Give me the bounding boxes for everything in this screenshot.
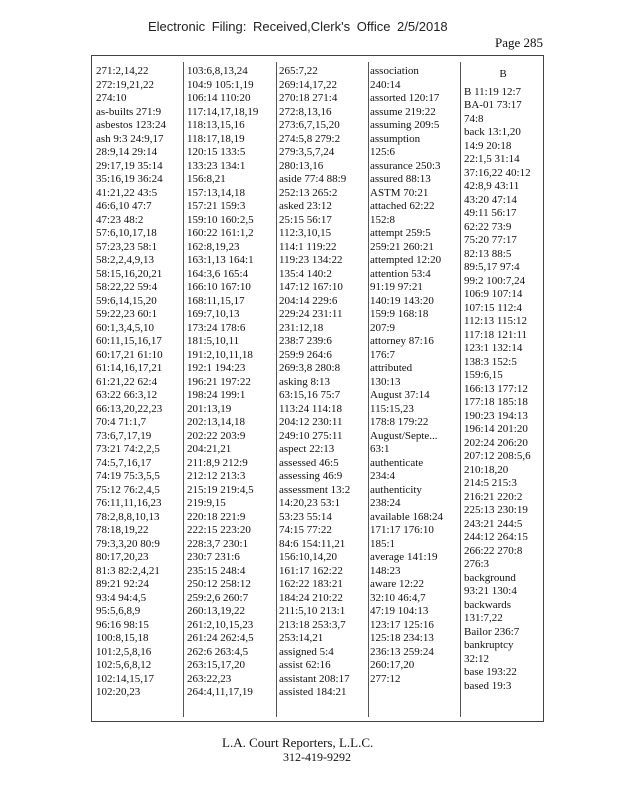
index-entry: assessed 46:5	[279, 456, 339, 469]
filing-stamp: Electronic Filing: Received,Clerk's Office 2/5/2018	[148, 19, 448, 34]
index-entry: 89:5,17 97:4	[464, 261, 520, 273]
index-entry: backwards	[464, 598, 512, 611]
index-entry: 63:15,16 75:7	[279, 389, 341, 401]
index-entry: B 11:19 12:7	[464, 85, 522, 98]
index-entry: 123:17 125:16	[370, 618, 434, 631]
index-entry: 269:3,8 280:8	[279, 362, 341, 374]
index-entry: 84:6 154:11,21	[279, 537, 346, 550]
index-entry: 41:21,22 43:5	[96, 186, 158, 199]
index-entry: 273:6,7,15,20	[279, 119, 340, 131]
index-entry: 58:22,22 59:4	[96, 281, 158, 293]
index-entry: 261:24 262:4,5	[187, 632, 254, 644]
index-entry: 57:6,10,17,18	[96, 227, 157, 239]
index-entry: 14:9 20:18	[464, 139, 512, 152]
index-entry: 107:15 112:4	[464, 301, 522, 314]
index-entry: 59:22,23 60:1	[96, 308, 158, 320]
index-entry: 184:24 210:22	[279, 591, 343, 604]
index-entry: 156:10,14,20	[279, 551, 338, 563]
column-divider	[368, 62, 369, 717]
index-entry: assorted 120:17	[370, 92, 440, 104]
index-entry: 274:10	[96, 92, 127, 104]
index-entry: assistant 208:17	[279, 672, 350, 685]
index-entry: 130:13	[370, 375, 401, 388]
index-entry: 14:20,23 53:1	[279, 497, 341, 509]
index-entry: 60:1,3,4,5,10	[96, 321, 155, 334]
index-entry: Bailor 236:7	[464, 625, 520, 638]
index-entry: 106:9 107:14	[464, 288, 523, 300]
index-entry: 191:2,10,11,18	[187, 348, 253, 361]
index-entry: 73:6,7,17,19	[96, 429, 152, 442]
index-entry: 70:4 71:1,7	[96, 416, 147, 428]
index-entry: assured 88:13	[370, 173, 431, 185]
index-entry: 272:19,21,22	[96, 78, 155, 91]
reporter-phone: 312-419-9292	[283, 750, 351, 764]
index-entry: 157:13,14,18	[187, 186, 246, 199]
index-entry: 279:3,5,7,24	[279, 146, 335, 158]
index-entry: 271:2,14,22	[96, 65, 149, 77]
index-entry: 74:19 75:3,5,5	[96, 470, 160, 482]
page-number: Page 285	[495, 35, 544, 50]
index-entry: assumption	[370, 132, 421, 145]
index-entry: 192:1 194:23	[187, 362, 246, 374]
index-entry: 119:23 134:22	[279, 254, 343, 266]
index-entry: 230:7 231:6	[187, 551, 240, 563]
index-entry: 114:1 119:22	[279, 240, 337, 253]
index-entry: assessing 46:9	[279, 470, 343, 482]
index-entry: 201:13,19	[187, 402, 232, 415]
index-entry: 29:17,19 35:14	[96, 159, 163, 172]
index-entry: 89:21 92:24	[96, 578, 149, 590]
index-entry: 32:12	[464, 652, 490, 665]
index-entry: ASTM 70:21	[370, 186, 429, 199]
index-entry: 62:22 73:9	[464, 220, 512, 233]
index-entry: 61:14,16,17,21	[96, 362, 163, 374]
index-entry: 229:24 231:11	[279, 308, 343, 320]
index-entry: 259:21 260:21	[370, 240, 434, 253]
index-entry: 178:8 179:22	[370, 416, 429, 428]
index-entry: 222:15 223:20	[187, 524, 251, 536]
index-entry: 176:7	[370, 348, 396, 361]
index-entry: 118:17,18,19	[187, 132, 245, 145]
index-entry: 214:5 215:3	[464, 477, 517, 489]
index-entry: 238:7 239:6	[279, 335, 332, 347]
index-entry: 213:18 253:3,7	[279, 618, 346, 631]
index-entry: 260:13,19,22	[187, 605, 246, 617]
index-entry: 269:14,17,22	[279, 78, 338, 91]
index-entry: 265:7,22	[279, 65, 318, 77]
index-entry: 46:6,10 47:7	[96, 200, 152, 212]
index-entry: 160:22 161:1,2	[187, 227, 254, 239]
index-entry: 159:10 160:2,5	[187, 213, 254, 226]
index-entry: 28:9,14 29:14	[96, 146, 158, 158]
index-entry: 95:5,6,8,9	[96, 605, 141, 617]
index-entry: 57:23,23 58:1	[96, 240, 158, 253]
index-entry: 133:23 134:1	[187, 159, 246, 172]
column-divider	[276, 62, 277, 717]
index-entry: 37:16,22 40:12	[464, 166, 531, 179]
index-entry: 212:12 213:3	[187, 470, 246, 482]
index-entry: 100:8,15,18	[96, 632, 149, 644]
index-entry: 58:15,16,20,21	[96, 267, 163, 280]
index-entry: 131:7,22	[464, 612, 503, 624]
index-entry: 74:15 77:22	[279, 524, 332, 536]
index-entry: 157:21 159:3	[187, 200, 246, 212]
index-entry: 112:3,10,15	[279, 227, 332, 239]
index-entry: 162:8,19,23	[187, 240, 240, 253]
index-entry: 58:2,2,4,9,13	[96, 254, 155, 266]
index-entry: 220:18 221:9	[187, 510, 246, 523]
index-entry: 185:1	[370, 537, 396, 550]
index-entry: 168:11,15,17	[187, 294, 245, 307]
index-entry: 101:2,5,8,16	[96, 645, 152, 658]
index-entry: 93:21 130:4	[464, 585, 517, 597]
index-entry: 125:18 234:13	[370, 632, 434, 644]
index-entry: authenticity	[370, 483, 422, 496]
index-column-1	[96, 65, 182, 700]
section-letter: B	[499, 68, 507, 80]
index-entry: 216:21 220:2	[464, 490, 523, 503]
index-entry: 103:6,8,13,24	[187, 65, 248, 77]
index-entry: August 37:14	[370, 389, 430, 401]
index-entry: assume 219:22	[370, 105, 436, 118]
index-entry: 113:24 114:18	[279, 402, 343, 415]
index-entry: 78:18,19,22	[96, 524, 149, 536]
index-entry: 106:14 110:20	[187, 92, 251, 104]
index-entry: 238:24	[370, 497, 401, 509]
index-entry: 81:3 82:2,4,21	[96, 564, 160, 577]
index-entry: 76:11,11,16,23	[96, 497, 162, 509]
index-entry: 236:13 259:24	[370, 645, 434, 658]
index-entry: 250:12 258:12	[187, 578, 251, 590]
index-entry: 118:13,15,16	[187, 119, 245, 131]
word-index-frame	[91, 55, 544, 722]
index-entry: 102:14,15,17	[96, 672, 155, 685]
index-entry: 270:18 271:4	[279, 92, 338, 104]
index-entry: based 19:3	[464, 679, 512, 692]
index-entry: aspect 22:13	[279, 443, 335, 455]
index-entry: 210:18,20	[464, 463, 509, 476]
index-entry: 260:17,20	[370, 659, 415, 671]
index-entry: attached 62:22	[370, 200, 435, 212]
index-entry: 259:9 264:6	[279, 348, 332, 361]
index-entry: bankruptcy	[464, 639, 514, 651]
index-entry: authenticate	[370, 456, 424, 469]
index-entry: 53:23 55:14	[279, 510, 332, 523]
index-entry: 60:17,21 61:10	[96, 348, 163, 361]
index-entry: 117:14,17,18,19	[187, 105, 259, 118]
index-entry: 263:22,23	[187, 672, 232, 685]
index-entry: 120:15 133:5	[187, 146, 246, 158]
index-entry: 112:13 115:12	[464, 315, 528, 327]
index-entry: 66:13,20,22,23	[96, 402, 163, 415]
index-entry: 73:21 74:2,2,5	[96, 443, 160, 455]
index-entry: 276:3	[464, 558, 490, 570]
index-entry: 35:16,19 36:24	[96, 173, 163, 185]
index-entry: 152:8	[370, 213, 396, 226]
index-entry: 22:1,5 31:14	[464, 153, 520, 165]
index-entry: 171:17 176:10	[370, 524, 434, 536]
index-entry: 138:3 152:5	[464, 355, 517, 368]
index-entry: 140:19 143:20	[370, 294, 434, 307]
index-entry: back 13:1,20	[464, 126, 521, 138]
index-entry: 225:13 230:19	[464, 504, 528, 516]
index-entry: assist 62:16	[279, 659, 331, 671]
index-entry: 117:18 121:11	[464, 328, 528, 341]
index-entry: 196:21 197:22	[187, 375, 251, 388]
index-entry: 177:18 185:18	[464, 396, 528, 408]
index-entry: attention 53:4	[370, 267, 431, 280]
index-entry: 63:1	[370, 443, 390, 455]
index-entry: background	[464, 571, 516, 584]
index-entry: 240:14	[370, 78, 401, 91]
index-entry: 59:6,14,15,20	[96, 294, 157, 307]
index-entry: 280:13,16	[279, 159, 324, 172]
index-entry: 249:10 275:11	[279, 429, 343, 442]
index-entry: 234:4	[370, 470, 396, 482]
index-entry: 173:24 178:6	[187, 321, 246, 334]
index-entry: assigned 5:4	[279, 645, 334, 658]
index-entry: 253:14,21	[279, 632, 324, 644]
index-entry: 91:19 97:21	[370, 281, 423, 293]
index-entry: 75:20 77:17	[464, 234, 517, 246]
index-entry: 43:20 47:14	[464, 193, 517, 206]
index-entry: 82:13 88:5	[464, 247, 512, 260]
index-column-3	[279, 65, 366, 700]
index-entry: 190:23 194:13	[464, 409, 528, 422]
index-entry: BA-01 73:17	[464, 99, 522, 111]
index-entry: assisted 184:21	[279, 686, 347, 698]
index-entry: 115:15,23	[370, 402, 414, 415]
index-entry: 181:5,10,11	[187, 335, 240, 347]
index-entry: 74:8	[464, 112, 484, 125]
index-column-5	[464, 68, 542, 693]
reporter-company: L.A. Court Reporters, L.L.C.	[222, 735, 374, 750]
index-entry: 75:12 76:2,4,5	[96, 483, 160, 496]
index-entry: 104:9 105:1,19	[187, 78, 254, 91]
index-entry: 49:11 56:17	[464, 207, 517, 219]
index-entry: 163:1,13 164:1	[187, 254, 254, 266]
index-entry: base 193:22	[464, 666, 517, 678]
index-entry: 211:5,10 213:1	[279, 605, 346, 617]
index-entry: association	[370, 65, 419, 77]
index-entry: 166:10 167:10	[187, 281, 251, 293]
index-entry: 61:21,22 62:4	[96, 375, 158, 388]
index-entry: 264:4,11,17,19	[187, 686, 253, 698]
index-entry: 47:19 104:13	[370, 605, 429, 617]
index-entry: 169:7,10,13	[187, 308, 240, 320]
index-entry: attempt 259:5	[370, 227, 431, 239]
index-entry: August/Septe...	[370, 429, 438, 442]
index-entry: asked 23:12	[279, 200, 332, 212]
index-entry: 47:23 48:2	[96, 213, 144, 226]
index-column-4	[370, 65, 456, 686]
index-entry: 204:12 230:11	[279, 416, 343, 428]
index-entry: available 168:24	[370, 510, 444, 523]
index-entry: aside 77:4 88:9	[279, 173, 347, 185]
index-entry: 25:15 56:17	[279, 213, 332, 226]
index-entry: 274:5,8 279:2	[279, 132, 341, 145]
index-entry: 135:4 140:2	[279, 267, 332, 280]
index-entry: aware 12:22	[370, 578, 425, 590]
index-entry: attributed	[370, 362, 413, 374]
index-entry: attorney 87:16	[370, 335, 434, 347]
index-entry: 99:2 100:7,24	[464, 274, 526, 287]
index-entry: 196:14 201:20	[464, 423, 528, 435]
index-entry: assurance 250:3	[370, 159, 441, 172]
index-entry: asking 8:13	[279, 375, 331, 388]
index-entry: 263:15,17,20	[187, 659, 246, 671]
index-entry: 78:2,8,8,10,13	[96, 510, 160, 523]
index-entry: 96:16 98:15	[96, 618, 149, 631]
index-entry: 102:5,6,8,12	[96, 659, 152, 671]
index-entry: 148:23	[370, 564, 401, 577]
index-entry: 161:17 162:22	[279, 564, 343, 577]
index-entry: assessment 13:2	[279, 483, 351, 496]
index-entry: 162:22 183:21	[279, 578, 343, 590]
index-entry: 244:12 264:15	[464, 531, 528, 543]
index-entry: assuming 209:5	[370, 119, 440, 131]
index-entry: 166:13 177:12	[464, 382, 528, 395]
index-entry: 74:5,7,16,17	[96, 456, 152, 469]
index-entry: 202:22 203:9	[187, 429, 246, 442]
index-entry: 79:3,3,20 80:9	[96, 537, 160, 550]
index-entry: 243:21 244:5	[464, 517, 523, 530]
index-entry: 207:9	[370, 321, 396, 334]
index-entry: ash 9:3 24:9,17	[96, 132, 164, 145]
index-entry: 204:14 229:6	[279, 294, 338, 307]
index-entry: average 141:19	[370, 551, 438, 563]
index-entry: 80:17,20,23	[96, 551, 149, 563]
index-entry: 123:1 132:14	[464, 342, 523, 354]
index-entry: 60:11,15,16,17	[96, 335, 162, 347]
index-entry: 198:24 199:1	[187, 389, 246, 401]
index-entry: 159:9 168:18	[370, 308, 429, 320]
index-entry: 207:12 208:5,6	[464, 450, 531, 462]
index-entry: 32:10 46:4,7	[370, 591, 426, 604]
index-entry: asbestos 123:24	[96, 119, 166, 131]
index-entry: attempted 12:20	[370, 254, 442, 266]
index-entry: 231:12,18	[279, 321, 324, 334]
index-entry: 164:3,6 165:4	[187, 267, 249, 280]
index-entry: 63:22 66:3,12	[96, 389, 158, 401]
index-entry: 261:2,10,15,23	[187, 618, 254, 631]
index-entry: 277:12	[370, 672, 401, 685]
index-entry: 202:13,14,18	[187, 416, 246, 428]
index-entry: 211:8,9 212:9	[187, 456, 248, 469]
index-entry: 93:4 94:4,5	[96, 591, 147, 604]
index-entry: 125:6	[370, 146, 396, 158]
index-entry: 252:13 265:2	[279, 186, 338, 199]
column-divider	[460, 62, 461, 717]
index-column-2	[187, 65, 271, 700]
index-entry: 219:9,15	[187, 497, 226, 509]
index-entry: 215:19 219:4,5	[187, 483, 254, 496]
index-entry: 42:8,9 43:11	[464, 180, 520, 192]
index-entry: 228:3,7 230:1	[187, 537, 249, 550]
index-entry: 235:15 248:4	[187, 564, 246, 577]
index-entry: 272:8,13,16	[279, 105, 332, 118]
index-entry: 156:8,21	[187, 173, 226, 185]
index-entry: as-builts 271:9	[96, 105, 162, 118]
index-entry: 202:24 206:20	[464, 436, 528, 449]
index-entry: 159:6,15	[464, 369, 503, 381]
column-divider	[183, 62, 184, 717]
index-entry: 147:12 167:10	[279, 281, 343, 293]
index-entry: 259:2,6 260:7	[187, 591, 249, 604]
index-entry: 102:20,23	[96, 686, 141, 698]
index-entry: 204:21,21	[187, 443, 232, 455]
index-entry: 266:22 270:8	[464, 544, 523, 557]
index-entry: 262:6 263:4,5	[187, 645, 249, 658]
